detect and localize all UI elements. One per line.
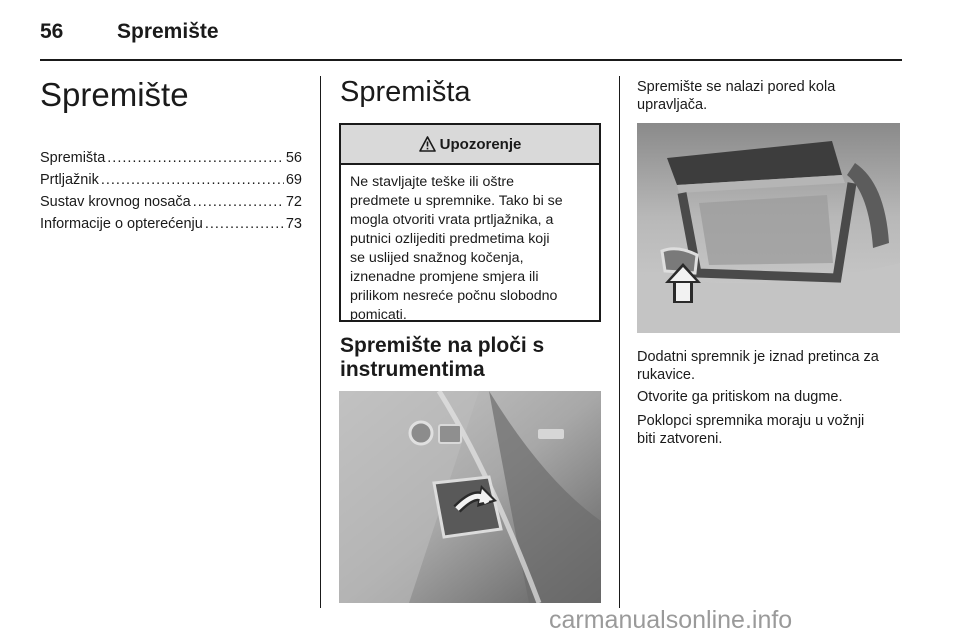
- subsection-title: [340, 334, 602, 382]
- text-line: Spremište se nalazi pored kola: [637, 79, 836, 95]
- warning-triangle-icon: [419, 136, 436, 152]
- subsection-title-line: Spremište na ploči s: [340, 334, 545, 357]
- running-header-title: Spremište: [117, 20, 219, 43]
- toc-leader: [101, 172, 284, 188]
- toc-leader: [107, 150, 284, 166]
- warning-heading: [341, 125, 599, 165]
- section-title: Spremišta: [340, 76, 471, 108]
- watermark: carmanualsonline.info: [549, 606, 793, 634]
- toc-entry[interactable]: [40, 172, 302, 194]
- table-of-contents: [40, 150, 302, 238]
- column-divider-left: [320, 76, 321, 608]
- warning-line: iznenadne promjene smjera ili: [350, 269, 539, 285]
- toc-entry-label: Prtljažnik: [40, 172, 99, 188]
- text-line: Dodatni spremnik je iznad pretinca za: [637, 349, 879, 365]
- text-line: rukavice.: [637, 367, 696, 383]
- column-divider-right: [619, 76, 620, 608]
- warning-box: [339, 123, 601, 322]
- chapter-title: Spremište: [40, 76, 189, 113]
- toc-entry[interactable]: [40, 150, 302, 172]
- subsection-title-line: instrumentima: [340, 358, 485, 381]
- paragraph-extra-storage: [637, 348, 903, 384]
- toc-entry[interactable]: [40, 194, 302, 216]
- warning-line: pomicati.: [350, 307, 407, 323]
- warning-line: putnici ozlijediti predmetima koji: [350, 231, 550, 247]
- toc-leader: [193, 194, 284, 210]
- toc-entry-label: Informacije o opterećenju: [40, 216, 203, 232]
- toc-entry-page: 72: [285, 194, 302, 210]
- paragraph-open-instruction: Otvorite ga pritiskom na dugme.: [637, 389, 843, 405]
- warning-line: mogla otvoriti vrata prtljažnika, a: [350, 212, 554, 228]
- text-line: biti zatvoreni.: [637, 431, 723, 447]
- warning-line: prilikom nesreće počnu slobodno: [350, 288, 558, 304]
- warning-line: se uslijed snažnog kočenja,: [350, 250, 524, 266]
- warning-heading-label: Upozorenje: [439, 135, 522, 153]
- page-number: 56: [40, 20, 64, 43]
- warning-line: Ne stavljajte teške ili oštre: [350, 174, 515, 190]
- paragraph-close-lids: [637, 412, 903, 448]
- warning-line: predmete u spremnike. Tako bi se: [350, 193, 563, 209]
- header-divider: [40, 59, 902, 61]
- toc-entry-label: Spremišta: [40, 150, 106, 166]
- toc-entry-page: 69: [285, 172, 302, 188]
- toc-entry[interactable]: [40, 216, 302, 238]
- dashboard-storage-photo: [339, 391, 601, 603]
- toc-entry-label: Sustav krovnog nosača: [40, 194, 191, 210]
- warning-text: [341, 165, 599, 325]
- text-line: Poklopci spremnika moraju u vožnji: [637, 413, 865, 429]
- toc-entry-page: 73: [285, 216, 302, 232]
- toc-entry-page: 56: [285, 150, 302, 166]
- toc-leader: [205, 216, 284, 232]
- steering-column-storage-photo: [637, 123, 900, 333]
- intro-paragraph: [637, 78, 903, 114]
- text-line: upravljača.: [637, 97, 708, 113]
